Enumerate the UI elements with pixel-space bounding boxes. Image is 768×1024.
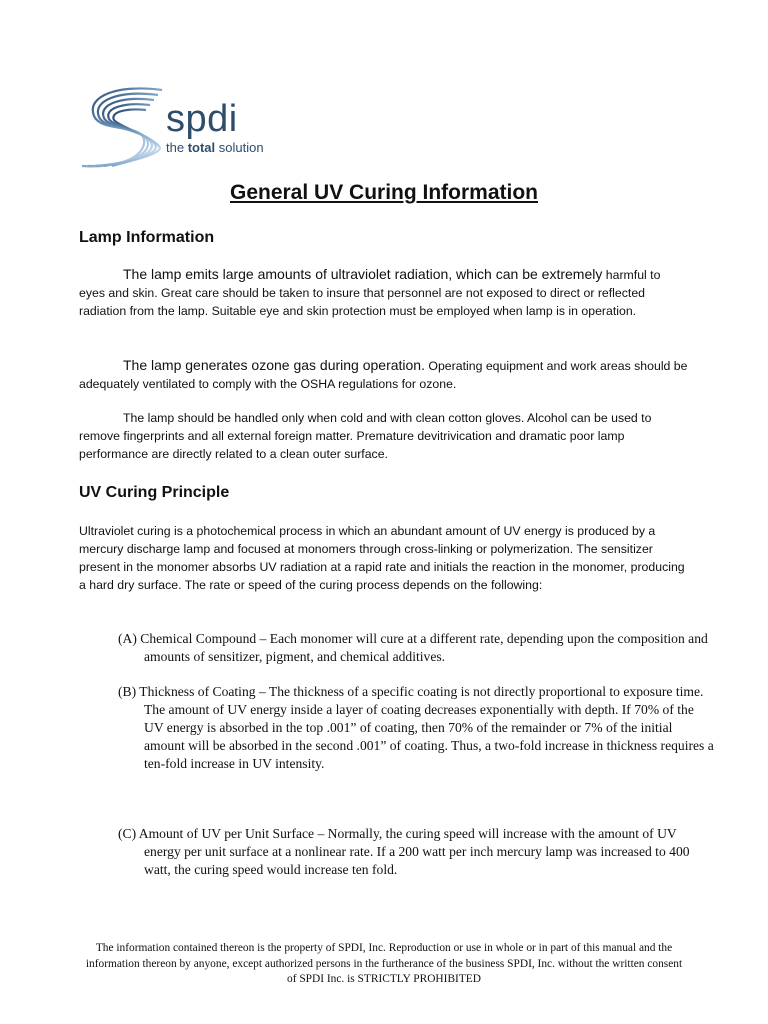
principle-intro: Ultraviolet curing is a photochemical process in which an abundant amount of UV energy is produced by a mercury discharge lamp and focused at monomers through cross-linking or polymerization. The sensitizer present in the monomer absorbs UV radiation at a rapid rate and initials the reaction in the monomer, producing a hard dry surface. The rate or speed of the curing process depends on the following: xyxy=(79,524,685,592)
logo-tagline-bold: total xyxy=(187,140,216,155)
logo-tagline xyxy=(166,140,264,155)
logo-wordmark xyxy=(166,100,264,155)
spdi-logo xyxy=(78,82,318,174)
lamp-paragraph-1-lead: The lamp emits large amounts of ultraviolet radiation, which can be extremely xyxy=(123,266,603,282)
document-title: General UV Curing Information xyxy=(229,181,539,204)
logo-name: spdi xyxy=(166,98,238,140)
lamp-paragraph-1-body: harmful to eyes and skin. Great care should be taken to insure that personnel are not exposed to direct or reflected radiation from the lamp. Suitable eye and skin protection must be employed when lamp is in operation. xyxy=(79,268,661,318)
lamp-paragraph-3-body: The lamp should be handled only when cold and with clean cotton gloves. Alcohol can be used to remove fingerprints and all external foreign matter. Premature devitrivication and dramatic poor lamp performance are directly related to a clean outer surface. xyxy=(79,411,652,461)
lamp-paragraph-2-body: Operating equipment and work areas should be adequately ventilated to comply with the OSHA regulations for ozone. xyxy=(79,359,688,391)
logo-tagline-pre: the xyxy=(166,140,188,155)
lamp-paragraph-1 xyxy=(79,265,689,320)
lamp-paragraph-2 xyxy=(79,356,689,393)
footer-disclaimer: The information contained thereon is the property of SPDI, Inc. Reproduction or use in whole or in part of this manual and the information thereon by anyone, except authorized persons in the furtherance of the business SPDI, Inc. without the written consent of SPDI Inc. is STRICTLY PROHIBITED xyxy=(85,942,683,985)
spdi-swoosh-graphic xyxy=(78,82,170,174)
list-item-b: (B) Thickness of Coating – The thickness of a specific coating is not directly proportional to exposure time. The amount of UV energy inside a layer of coating decreases exponentially with depth. If 70% of the UV energy is absorbed in the top .001” of coating, then 70% of the remainder or 7% of the initial amount will be absorbed in the second .001” of coating. Thus, a two-fold increase in thickness requires a ten-fold increase in UV intensity. xyxy=(118,684,714,771)
lamp-information-heading: Lamp Information xyxy=(79,229,215,246)
uv-curing-principle-heading: UV Curing Principle xyxy=(79,484,230,501)
list-item-c: (C) Amount of UV per Unit Surface – Normally, the curing speed will increase with the amount of UV energy per unit surface at a nonlinear rate. If a 200 watt per inch mercury lamp was increased to 400 watt, the curing speed would increase ten fold. xyxy=(118,826,690,877)
lamp-paragraph-3 xyxy=(79,409,689,463)
logo-tagline-post: solution xyxy=(215,140,264,155)
list-item-a: (A) Chemical Compound – Each monomer will cure at a different rate, depending upon the composition and amounts of sensitizer, pigment, and chemical additives. xyxy=(118,631,708,664)
lamp-paragraph-2-lead: The lamp generates ozone gas during operation. xyxy=(123,357,425,373)
